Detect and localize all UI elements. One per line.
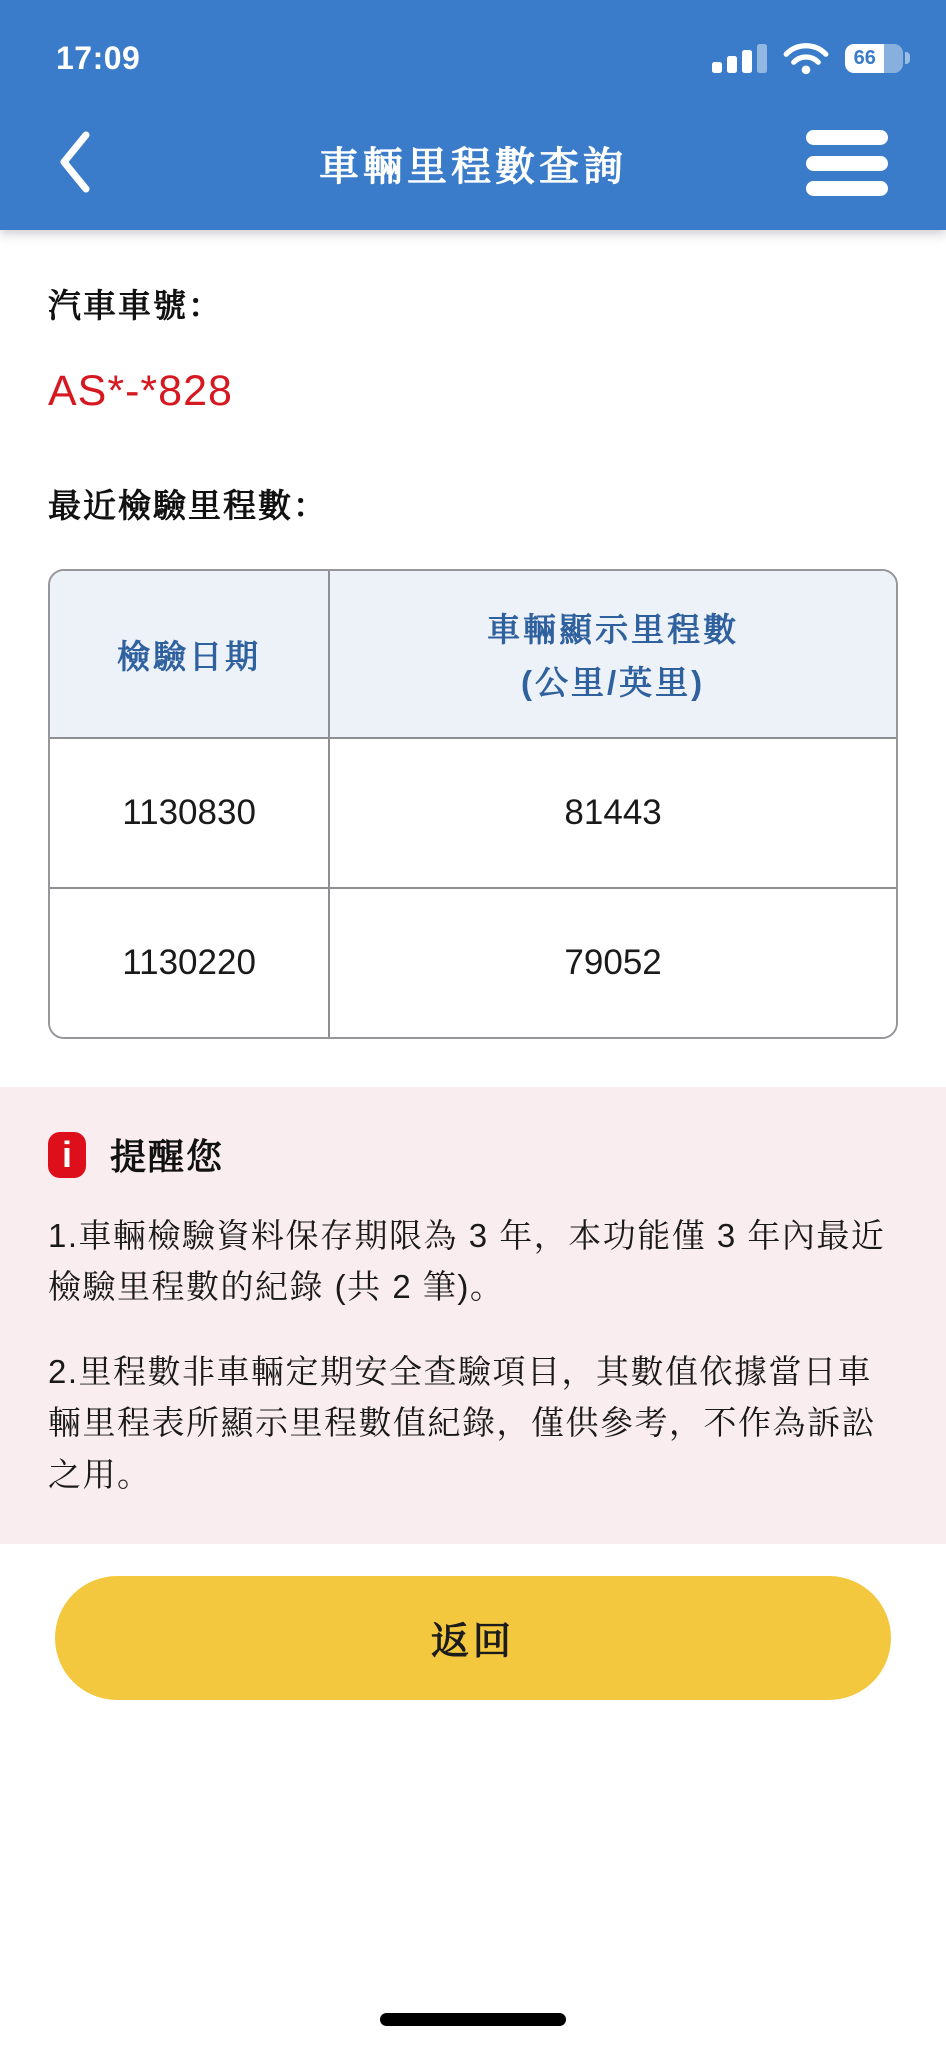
- table-header-row: [50, 571, 896, 738]
- nav-bar: [0, 108, 946, 218]
- notice-item-1: 1.車輛檢驗資料保存期限為 3 年，本功能僅 3 年內最近檢驗里程數的紀錄 (共 2 筆)。: [48, 1217, 886, 1306]
- notice-item-2: 2.里程數非車輛定期安全查驗項目，其數值依據當日車輛里程表所顯示里程數值紀錄，僅供參考，不作為訴訟之用。: [48, 1353, 876, 1493]
- status-icons: [712, 41, 910, 75]
- app-header: [0, 0, 946, 230]
- table-row: [50, 888, 896, 1037]
- hamburger-menu-button[interactable]: [806, 130, 888, 196]
- cell-mileage-value: 81443: [329, 738, 896, 888]
- notice-panel: [0, 1087, 946, 1544]
- back-button[interactable]: [40, 122, 110, 202]
- cellular-signal-icon: [712, 43, 767, 73]
- mileage-table: [48, 569, 898, 1039]
- column-header-mileage: 車輛顯示里程數 (公里/英里): [329, 571, 896, 738]
- notice-header: [48, 1129, 898, 1180]
- battery-icon: [845, 44, 910, 73]
- button-row: [0, 1576, 946, 1700]
- column-header-date: 檢驗日期: [50, 571, 329, 738]
- hamburger-icon: [806, 130, 888, 145]
- plate-value: AS*-*828: [48, 367, 233, 415]
- home-indicator[interactable]: [380, 2013, 566, 2026]
- cell-inspection-date: 1130220: [50, 888, 329, 1037]
- cell-inspection-date: 1130830: [50, 738, 329, 888]
- battery-fill: [845, 44, 884, 73]
- notice-title: 提醒您: [110, 1136, 225, 1177]
- return-button[interactable]: 返回: [55, 1576, 891, 1700]
- cell-mileage-value: 79052: [329, 888, 896, 1037]
- table-row: [50, 738, 896, 888]
- status-time: 17:09: [56, 39, 141, 76]
- status-bar: [0, 0, 946, 90]
- main-content: [0, 280, 946, 1039]
- mileage-section-label: 最近檢驗里程數：: [48, 487, 328, 524]
- chevron-left-icon: [58, 131, 92, 193]
- wifi-icon: [783, 41, 829, 75]
- battery-percent: 66: [853, 46, 876, 69]
- plate-label: 汽車車號：: [48, 287, 223, 324]
- battery-body: [845, 44, 903, 73]
- info-icon: i: [48, 1132, 86, 1178]
- battery-nub: [905, 52, 910, 64]
- page-title: 車輛里程數查詢: [319, 144, 627, 189]
